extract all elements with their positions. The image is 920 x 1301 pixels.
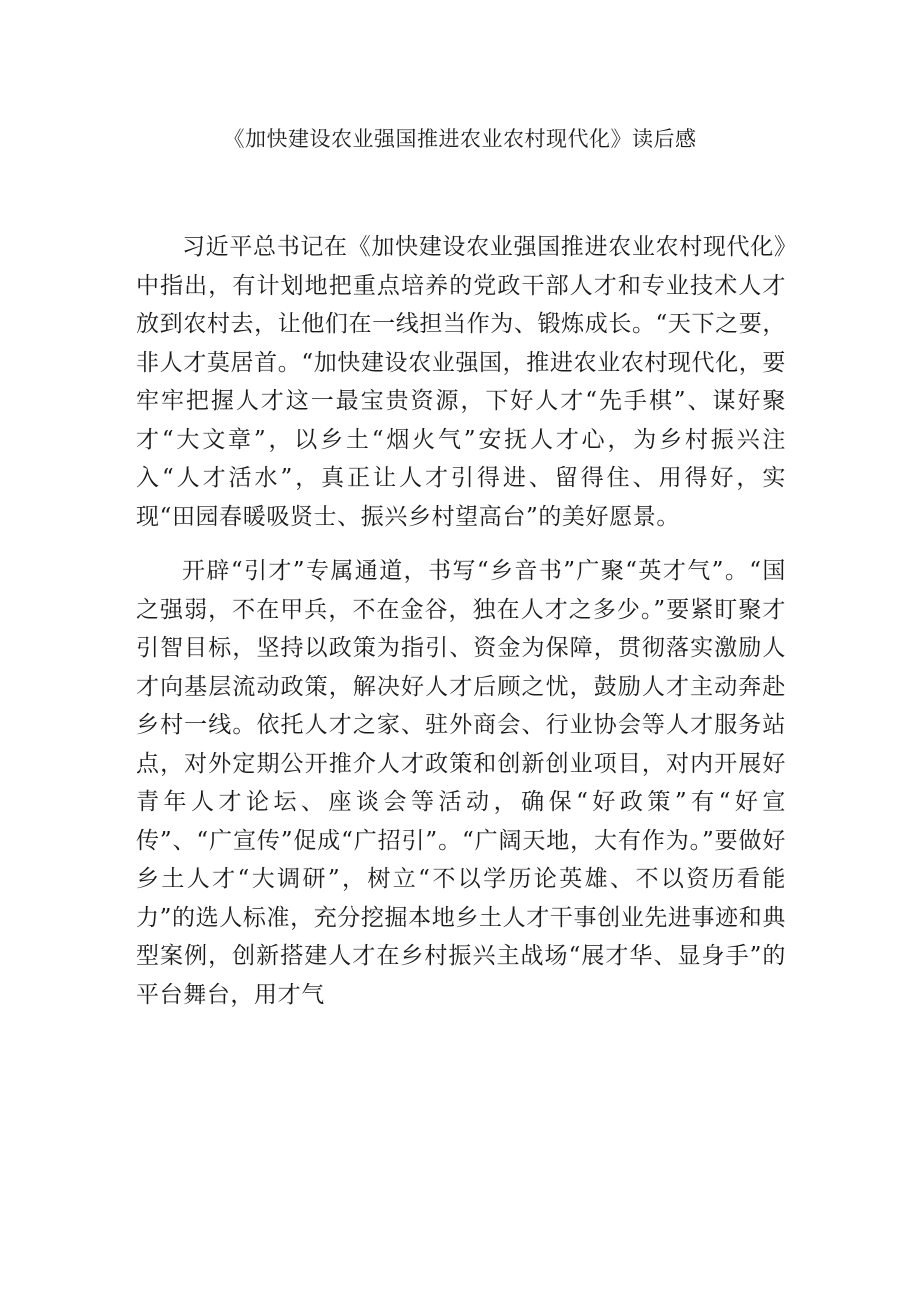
paragraph-1: 习近平总书记在《加快建设农业强国推进农业农村现代化》中指出，有计划地把重点培养的党政干部人才和专业技术人才放到农村去，让他们在一线担当作为、锻炼成长。“天下之要，非人才莫居首。“加快建设农业强国，推进农业农村现代化，要牢牢把握人才这一最宝贵资源，下好人才“先手棋”、谋好聚才“大文章”，以乡土“烟火气”安抚人才心，为乡村振兴注入“人才活水”，真正让人才引得进、留得住、用得好，实现“田园春暖吸贤士、振兴乡村望高台”的美好愿景。 xyxy=(136,234,786,530)
document-body xyxy=(136,228,786,1030)
document-title: 《加快建设农业强国推进农业农村现代化》读后感 xyxy=(223,127,697,151)
paragraph-2: 开辟“引才”专属通道，书写“乡音书”广聚“英才气”。“国之强弱，不在甲兵，不在金谷，独在人才之多少。”要紧盯聚才引智目标，坚持以政策为指引、资金为保障，贯彻落实激励人才向基层流动政策，解决好人才后顾之忧，鼓励人才主动奔赴乡村一线。依托人才之家、驻外商会、行业协会等人才服务站点，对外定期公开推介人才政策和创新创业项目，对内开展好青年人才论坛、座谈会等活动，确保“好政策”有“好宣传”、“广宣传”促成“广招引”。“广阔天地，大有作为。”要做好乡土人才“大调研”，树立“不以学历论英雄、不以资历看能力”的选人标准，充分挖掘本地乡土人才干事创业先进事迹和典型案例，创新搭建人才在乡村振兴主战场“展才华、显身手”的平台舞台，用才气 xyxy=(136,558,786,1008)
